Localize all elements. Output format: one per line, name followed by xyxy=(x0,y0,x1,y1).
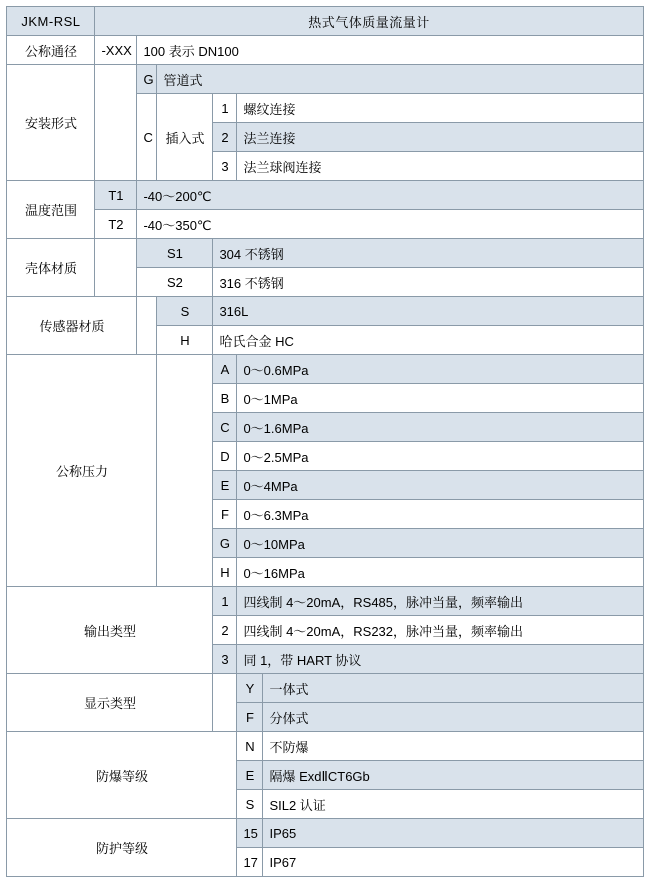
desc-explosion-S: SIL2 认证 xyxy=(263,790,643,819)
row-label-nominal-diameter: 公称通径 xyxy=(7,36,95,65)
desc-protection-17: IP67 xyxy=(263,848,643,877)
code-temp-T1: T1 xyxy=(95,181,137,210)
desc-temp-T2: -40～350℃ xyxy=(137,210,643,239)
table-row-output-1 xyxy=(7,587,643,616)
row-label-temperature-range: 温度范围 xyxy=(7,181,95,239)
row-label-protection-level: 防护等级 xyxy=(7,819,237,877)
desc-output-1: 四线制 4～20mA，RS485，脉冲当量，频率输出 xyxy=(237,587,643,616)
desc-install-insert: 插入式 xyxy=(157,94,213,181)
desc-protection-15: IP65 xyxy=(263,819,643,848)
desc-install-ballvalve: 法兰球阀连接 xyxy=(237,152,643,181)
row-label-shell-material: 壳体材质 xyxy=(7,239,95,297)
code-sensor-S: S xyxy=(157,297,213,326)
code-install-G: G xyxy=(137,65,157,94)
desc-pressure-D: 0～2.5MPa xyxy=(237,442,643,471)
desc-sensor-H: 哈氏合金 HC xyxy=(213,326,643,355)
desc-shell-S1: 304 不锈钢 xyxy=(213,239,643,268)
table-row-protection-15 xyxy=(7,819,643,848)
desc-pressure-C: 0～1.6MPa xyxy=(237,413,643,442)
display-spacer-cell xyxy=(213,674,237,732)
desc-pressure-E: 0～4MPa xyxy=(237,471,643,500)
sensor-spacer-cell xyxy=(137,297,157,355)
code-pressure-D: D xyxy=(213,442,237,471)
desc-output-2: 四线制 4～20mA，RS232，脉冲当量，频率输出 xyxy=(237,616,643,645)
code-sensor-H: H xyxy=(157,326,213,355)
code-pressure-B: B xyxy=(213,384,237,413)
row-label-install-type: 安装形式 xyxy=(7,65,95,181)
table-row-nominal-diameter xyxy=(7,36,643,65)
table-row-shell-s1 xyxy=(7,239,643,268)
code-output-2: 2 xyxy=(213,616,237,645)
desc-pressure-G: 0～10MPa xyxy=(237,529,643,558)
code-pressure-A: A xyxy=(213,355,237,384)
desc-display-F: 分体式 xyxy=(263,703,643,732)
code-output-3: 3 xyxy=(213,645,237,674)
table-row-model-title xyxy=(7,7,643,36)
desc-install-pipeline: 管道式 xyxy=(157,65,643,94)
desc-temp-T1: -40～200℃ xyxy=(137,181,643,210)
table-row-temp-t2 xyxy=(7,210,643,239)
code-display-F: F xyxy=(237,703,263,732)
desc-explosion-N: 不防爆 xyxy=(263,732,643,761)
row-label-display-type xyxy=(7,674,213,732)
table-row-display-y xyxy=(7,674,643,703)
subcode-install-2: 2 xyxy=(213,123,237,152)
desc-install-thread: 螺纹连接 xyxy=(237,94,643,123)
row-label-explosion-proof: 防爆等级 xyxy=(7,732,237,819)
code-shell-S1: S1 xyxy=(137,239,213,268)
code-pressure-G: G xyxy=(213,529,237,558)
model-code-cell: JKM-RSL xyxy=(7,7,95,36)
desc-pressure-H: 0～16MPa xyxy=(237,558,643,587)
row-label-nominal-pressure: 公称压力 xyxy=(7,355,157,587)
code-explosion-E: E xyxy=(237,761,263,790)
subcode-install-1: 1 xyxy=(213,94,237,123)
install-spacer-cell xyxy=(95,65,137,181)
table-row-sensor-s xyxy=(7,297,643,326)
code-pressure-C: C xyxy=(213,413,237,442)
table-row-temp-t1 xyxy=(7,181,643,210)
code-pressure-E: E xyxy=(213,471,237,500)
desc-explosion-E: 隔爆 ExdⅡCT6Gb xyxy=(263,761,643,790)
desc-pressure-B: 0～1MPa xyxy=(237,384,643,413)
specification-table xyxy=(6,6,643,877)
desc-pressure-F: 0～6.3MPa xyxy=(237,500,643,529)
table-row-install-pipeline xyxy=(7,65,643,94)
desc-pressure-A: 0～0.6MPa xyxy=(237,355,643,384)
product-name-cell: 热式气体质量流量计 xyxy=(95,7,643,36)
row-label-output-type: 输出类型 xyxy=(7,587,213,674)
code-pressure-F: F xyxy=(213,500,237,529)
desc-output-3: 同 1，带 HART 协议 xyxy=(237,645,643,674)
code-temp-T2: T2 xyxy=(95,210,137,239)
code-output-1: 1 xyxy=(213,587,237,616)
desc-sensor-S: 316L xyxy=(213,297,643,326)
desc-shell-S2: 316 不锈钢 xyxy=(213,268,643,297)
code-shell-S2: S2 xyxy=(137,268,213,297)
code-protection-17: 17 xyxy=(237,848,263,877)
desc-display-Y: 一体式 xyxy=(263,674,643,703)
code-install-C: C xyxy=(137,94,157,181)
code-nominal-diameter: -XXX xyxy=(95,36,137,65)
shell-spacer-cell xyxy=(95,239,137,297)
table-row-explosion-n xyxy=(7,732,643,761)
desc-nominal-diameter: 100 表示 DN100 xyxy=(137,36,643,65)
pressure-spacer-cell xyxy=(157,355,213,587)
display-type-label-text: 显示类型 xyxy=(83,696,136,711)
table-row-pressure-a xyxy=(7,355,643,384)
code-explosion-N: N xyxy=(237,732,263,761)
code-protection-15: 15 xyxy=(237,819,263,848)
code-display-Y: Y xyxy=(237,674,263,703)
code-pressure-H: H xyxy=(213,558,237,587)
desc-install-flange: 法兰连接 xyxy=(237,123,643,152)
code-explosion-S: S xyxy=(237,790,263,819)
row-label-sensor-material: 传感器材质 xyxy=(7,297,137,355)
subcode-install-3: 3 xyxy=(213,152,237,181)
